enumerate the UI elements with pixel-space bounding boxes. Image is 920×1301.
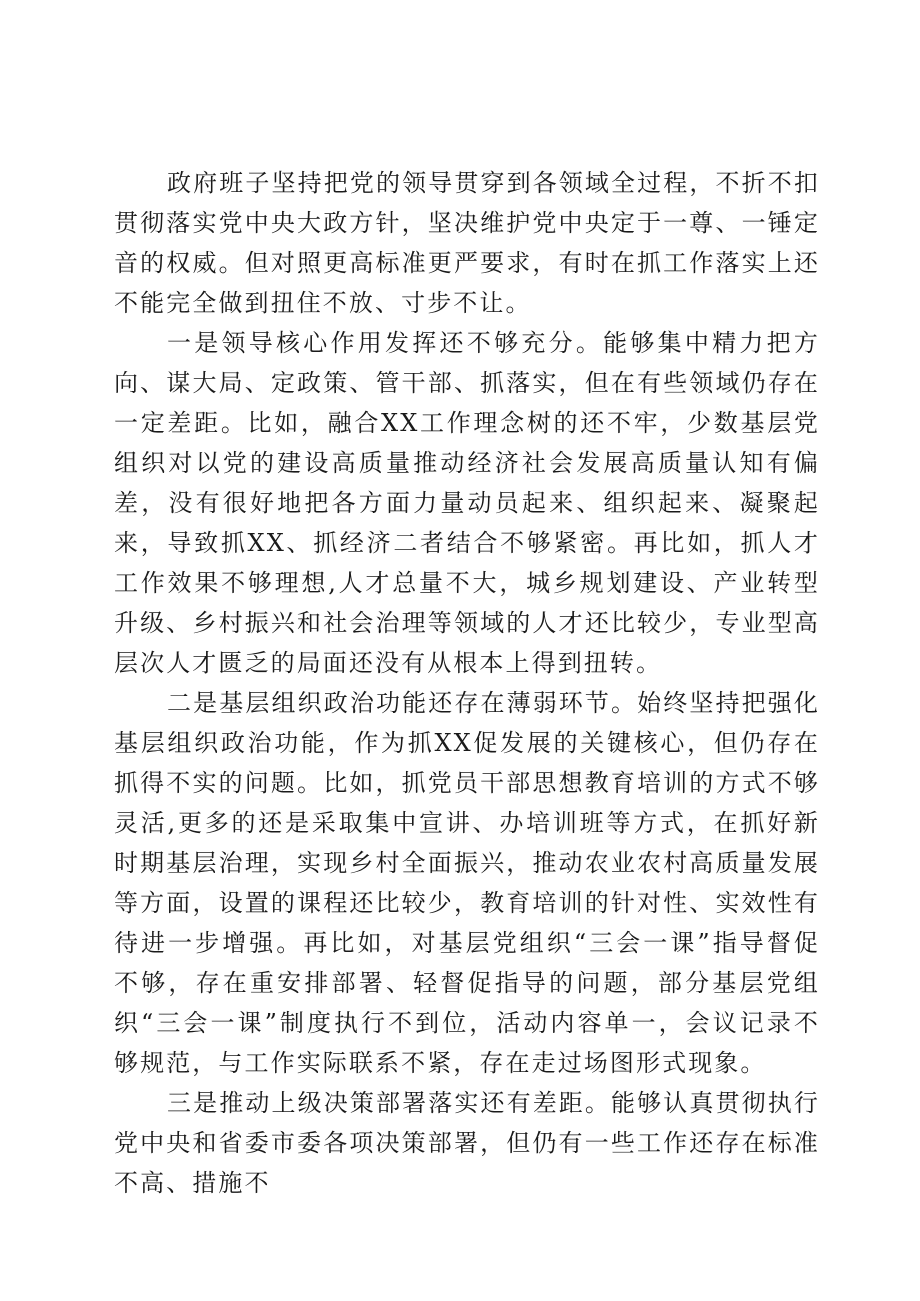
paragraph-point-three: 三是推动上级决策部署落实还有差距。能够认真贯彻执行党中央和省委市委各项决策部署，但仍有一些工作还存在标准不高、措施不 (114, 1089, 820, 1197)
document-body (114, 163, 820, 1203)
paragraph-intro: 政府班子坚持把党的领导贯穿到各领域全过程，不折不扣贯彻落实党中央大政方针，坚决维护党中央定于一尊、一锤定音的权威。但对照更高标准更严要求，有时在抓工作落实上还不能完全做到扭住不放、寸步不让。 (114, 169, 820, 317)
paragraph-point-one: 一是领导核心作用发挥还不够充分。能够集中精力把方向、谋大局、定政策、管干部、抓落实，但在有些领域仍存在一定差距。比如，融合XX工作理念树的还不牢，少数基层党组织对以党的建设高质量推动经济社会发展高质量认知有偏差，没有很好地把各方面力量动员起来、组织起来、凝聚起来，导致抓XX、抓经济二者结合不够紧密。再比如，抓人才工作效果不够理想,人才总量不大，城乡规划建设、产业转型升级、乡村振兴和社会治理等领域的人才还比较少，专业型高层次人才匮乏的局面还没有从根本上得到扭转。 (114, 329, 820, 677)
paragraph-point-two: 二是基层组织政治功能还存在薄弱环节。始终坚持把强化基层组织政治功能，作为抓XX促发展的关键核心，但仍存在抓得不实的问题。比如，抓党员干部思想教育培训的方式不够灵活,更多的还是采取集中宣讲、办培训班等方式，在抓好新时期基层治理，实现乡村全面振兴，推动农业农村高质量发展等方面，设置的课程还比较少，教育培训的针对性、实效性有待进一步增强。再比如，对基层党组织“三会一课”指导督促不够，存在重安排部署、轻督促指导的问题，部分基层党组织“三会一课”制度执行不到位，活动内容单一，会议记录不够规范，与工作实际联系不紧，存在走过场图形式现象。 (114, 689, 820, 1077)
